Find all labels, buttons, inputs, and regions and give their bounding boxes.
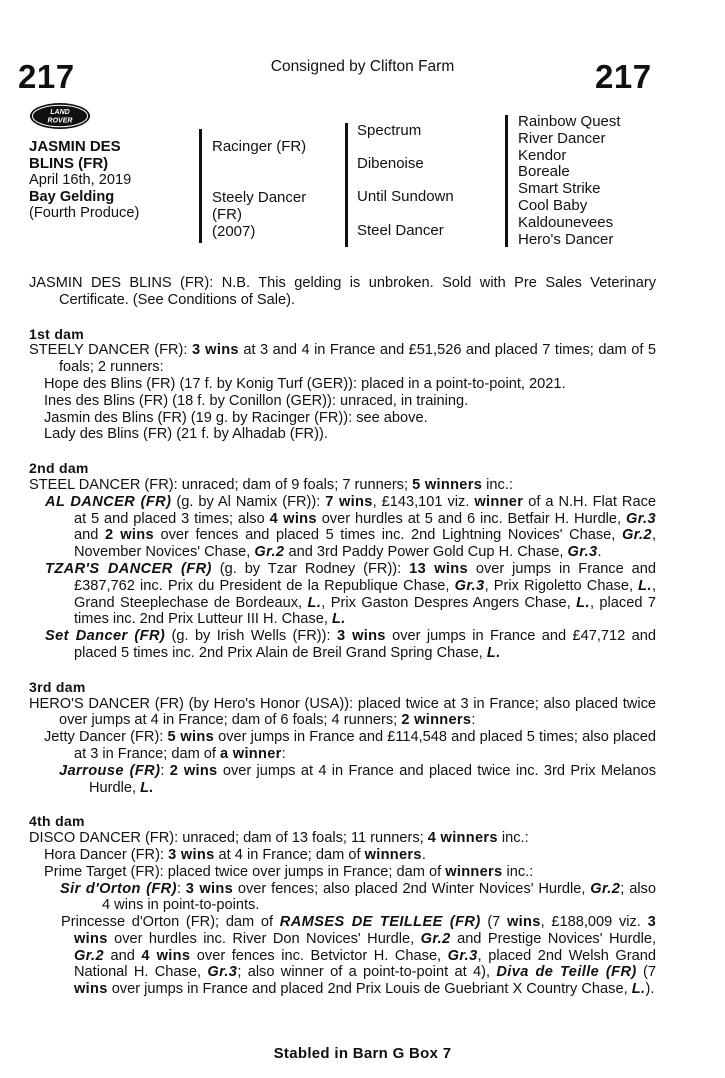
princesse-dorton-entry (29, 914, 656, 998)
tz-t1: (g. by Tzar Rodney (FR)): (211, 560, 410, 577)
pd-t20: wins (74, 981, 108, 998)
pd-t12: 4 wins (141, 947, 191, 964)
pt-t3: inc.: (502, 863, 534, 880)
tz-t10: L. (576, 594, 590, 611)
pd-t22: L. (631, 981, 646, 998)
first-dam-text2: at 3 and 4 in France and £51,526 and placed 7 times; dam of 5 foals; 2 runners: (59, 342, 656, 376)
ped3-5: Cool Baby (518, 196, 588, 214)
pd-t15: , placed 2nd Welsh Grand National H. Chase, (74, 947, 656, 981)
set-dancer-entry (29, 628, 656, 662)
horse-details (29, 139, 199, 222)
so-t5: ; also 4 wins in point-to-points. (102, 880, 656, 914)
pd-t7: over hurdles inc. River Don Novices' Hurdle, (107, 930, 421, 947)
al-t4: winner (474, 493, 524, 510)
al-t11: over fences and placed 5 times inc. 2nd Lightning Novices' Chase, (153, 527, 622, 544)
pedigree-divider-1 (199, 129, 202, 243)
second-dam-text2: inc.: (482, 476, 513, 493)
tzars-dancer-entry (29, 561, 656, 628)
al-t7: over hurdles at 5 and 6 inc. Betfair H. Hurdle, (316, 510, 626, 527)
pedigree-sire-dam: Dibenoise (357, 155, 424, 172)
pedigree-dam-line1: Steely Dancer (212, 189, 307, 206)
lot-number-left: 217 (18, 58, 75, 95)
foaling-date: April 16th, 2019 (29, 172, 132, 188)
al-t10: 2 wins (104, 527, 154, 544)
progeny-item: Ines des Blins (FR) (18 f. by Conillon (GER)): unraced, in training. (44, 392, 469, 409)
al-dancer-name: AL DANCER (FR) (45, 493, 172, 510)
jetty-dancer-entry (29, 729, 656, 763)
pd-t4: wins (507, 914, 541, 931)
pedigree-dam-line3: (2007) (212, 223, 256, 240)
jr-t4: L. (140, 779, 154, 796)
jarrouse-name: Jarrouse (FR) (59, 762, 161, 779)
fourth-dam-heading: 4th dam (29, 813, 85, 830)
jd-t3: over jumps in France and £114,548 and placed 5 times; also placed at 3 in France; dam of (74, 729, 656, 762)
pd-t9: and Prestige Novices' Hurdle, (450, 930, 656, 947)
tz-t2: 13 wins (409, 560, 468, 577)
al-t17: . (597, 544, 602, 561)
pedigree-third-generation (518, 114, 621, 248)
al-t5: of a N.H. Flat Race at 5 and placed 3 times; also (74, 493, 656, 527)
al-t6: 4 wins (269, 510, 317, 527)
al-t1: (g. by Al Namix (FR)): (171, 493, 326, 510)
progeny-item: Lady des Blins (FR) (21 f. by Alhadab (FR)). (44, 426, 328, 443)
jarrouse-entry (29, 763, 656, 797)
pd-t14: Gr.3 (447, 947, 478, 964)
jr-t1: : (160, 762, 170, 779)
jd-t2: 5 wins (167, 729, 214, 746)
so-t4: Gr.2 (590, 880, 621, 897)
so-t3: over fences; also placed 2nd Winter Novices' Hurdle, (233, 880, 591, 897)
pedigree-sire: Racinger (FR) (212, 138, 307, 155)
first-dam-summary (29, 342, 656, 376)
hora-dancer-entry (29, 847, 656, 864)
intro-note: JASMIN DES BLINS (FR): N.B. This gelding is unbroken. Sold with Pre Sales Veterinary Certificate. (See Conditions of Sale). (29, 275, 656, 308)
pd-t3: (7 (480, 914, 507, 931)
al-t16: Gr.3 (567, 544, 598, 561)
al-t12: Gr.2 (621, 527, 652, 544)
hd-t1: Hora Dancer (FR): (44, 846, 169, 863)
tz-t9: , Prix Gaston Despres Angers Chase, (321, 594, 577, 611)
catalogue-body (29, 275, 656, 998)
fourth-dam-text2: inc.: (497, 830, 529, 847)
hd-t5: . (421, 846, 426, 863)
ped3-0: Rainbow Quest (518, 113, 621, 130)
pd-t17: ; also winner of a point-to-point at 4), (237, 964, 497, 981)
pd-t19: (7 (636, 964, 656, 981)
consignor-line: Consigned by Clifton Farm (270, 58, 455, 75)
al-t13: , November Novices' Chase, (74, 527, 657, 561)
progeny-item: Jasmin des Blins (FR) (19 g. by Racinger (FR)): see above. (44, 409, 428, 426)
tz-t3: over jumps in France and £387,762 inc. Prix du President de la Republique Chase, (74, 560, 657, 594)
sd-t3: over jumps in France and £47,712 and placed 5 times inc. 2nd Prix Alain de Breil Grand Spring Chase, (74, 628, 656, 661)
ped3-4: Smart Strike (518, 180, 601, 198)
pd-t6: 3 wins (74, 914, 656, 947)
al-t9: and (74, 527, 105, 544)
ped3-3: Boreale (518, 163, 570, 181)
second-dam-heading: 2nd dam (29, 460, 89, 477)
land-rover-logo (29, 102, 91, 134)
progeny-item: Hope des Blins (FR) (17 f. by Konig Turf (GER)): placed in a point-to-point, 2021. (44, 375, 566, 392)
jd-t1: Jetty Dancer (FR): (44, 729, 168, 746)
sd-t2: 3 wins (336, 628, 386, 645)
al-dancer-entry (29, 494, 656, 561)
second-dam-summary (29, 477, 656, 494)
horse-name-line1: JASMIN DES (29, 138, 121, 155)
al-t8: Gr.3 (625, 510, 656, 527)
al-t14: Gr.2 (254, 544, 285, 561)
ped3-1: River Dancer (518, 129, 606, 147)
pt-t2: winners (445, 863, 503, 880)
tz-t11: , placed 7 times inc. 2nd Prix Lutteur III H. Chase, (74, 594, 656, 628)
tz-t8: L. (307, 594, 322, 611)
first-dam-text: STEELY DANCER (FR): (29, 342, 192, 359)
tz-t6: L. (638, 577, 652, 594)
pedigree-sire-sire: Spectrum (357, 122, 422, 139)
jr-t3: over jumps at 4 in France and placed twice inc. 3rd Prix Melanos Hurdle, (89, 762, 656, 796)
al-t2: 7 wins (325, 493, 373, 510)
pd-t10: Gr.2 (74, 947, 104, 964)
lot-number-right: 217 (595, 58, 652, 95)
pd-t1: Princesse d'Orton (FR); dam of (61, 914, 280, 931)
set-dancer-name: Set Dancer (FR) (45, 628, 166, 645)
pd-t11: and (104, 947, 142, 964)
third-dam-heading: 3rd dam (29, 678, 86, 695)
jd-t4: a winner (220, 745, 282, 762)
third-dam-winners: 2 winners (401, 712, 472, 729)
jr-t2: 2 wins (169, 762, 218, 779)
sir-dorton-name: Sir d'Orton (FR) (60, 880, 177, 897)
third-dam-text: HERO'S DANCER (FR) (by Hero's Honor (USA)): placed twice at 3 in France; also placed twice over jumps at 4 in France; dam of 6 foals; 4 runners; (29, 695, 656, 729)
third-dam-summary (29, 696, 656, 730)
pt-t1: Prime Target (FR): placed twice over jumps in France; dam of (44, 863, 446, 880)
tz-t12: L. (331, 611, 346, 628)
ped3-2: Kendor (518, 146, 567, 164)
first-dam-heading: 1st dam (29, 325, 85, 342)
jd-t5: : (281, 745, 286, 762)
tzars-dancer-name: TZAR'S DANCER (FR) (45, 560, 212, 577)
second-dam-text: STEEL DANCER (FR): unraced; dam of 9 foals; 7 runners; (29, 476, 413, 493)
hd-t4: winners (364, 846, 422, 863)
al-t3: , £143,101 viz. (372, 493, 475, 510)
fourth-dam-winners: 4 winners (427, 830, 498, 847)
svg-text:LAND: LAND (50, 109, 70, 116)
svg-text:ROVER: ROVER (47, 117, 73, 125)
pd-t18: Diva de Teille (FR) (496, 964, 637, 981)
pd-t5: , £188,009 viz. (540, 914, 648, 931)
first-dam-wins: 3 wins (191, 342, 239, 359)
pedigree-dam-dam: Steel Dancer (357, 222, 444, 239)
pd-t2: RAMSES DE TEILLEE (FR) (279, 914, 481, 931)
pd-t23: ). (645, 981, 655, 998)
produce-number: (Fourth Produce) (29, 205, 140, 221)
pd-t8: Gr.2 (420, 930, 451, 947)
pd-t21: over jumps in France and placed 2nd Prix Louis de Guebriant X Country Chase, (107, 981, 632, 998)
pd-t13: over fences inc. Betvictor H. Chase, (190, 947, 448, 964)
so-t1: : (176, 880, 186, 897)
stabling-location: Stabled in Barn G Box 7 (273, 1045, 452, 1062)
horse-sex: Bay Gelding (29, 188, 115, 205)
tz-t7: , Grand Steeplechase de Bordeaux, (74, 577, 657, 611)
tz-t4: Gr.3 (454, 577, 485, 594)
tz-t5: , Prix Rigoletto Chase, (484, 577, 639, 594)
sir-dorton-entry (29, 881, 656, 915)
pedigree-dam-line2: (FR) (212, 206, 242, 223)
pd-t16: Gr.3 (207, 964, 238, 981)
pedigree-dam (212, 189, 306, 240)
sd-t4: L. (486, 644, 501, 661)
third-dam-text2: : (471, 712, 476, 729)
second-dam-winners: 5 winners (412, 476, 483, 493)
hd-t3: at 4 in France; dam of (214, 846, 365, 863)
fourth-dam-text: DISCO DANCER (FR): unraced; dam of 13 foals; 11 runners; (29, 830, 428, 847)
al-t15: and 3rd Paddy Power Gold Cup H. Chase, (284, 544, 568, 561)
ped3-7: Hero's Dancer (518, 230, 614, 248)
pedigree-dam-sire: Until Sundown (357, 188, 454, 205)
so-t2: 3 wins (185, 880, 234, 897)
horse-name-line2: BLINS (FR) (29, 154, 109, 172)
pedigree-divider-2 (345, 123, 348, 247)
hd-t2: 3 wins (168, 846, 215, 863)
fourth-dam-summary (29, 830, 656, 847)
prime-target-entry (29, 864, 656, 881)
ped3-6: Kaldounevees (518, 213, 614, 231)
pedigree-divider-3 (505, 115, 508, 247)
sd-t1: (g. by Irish Wells (FR)): (165, 628, 337, 645)
